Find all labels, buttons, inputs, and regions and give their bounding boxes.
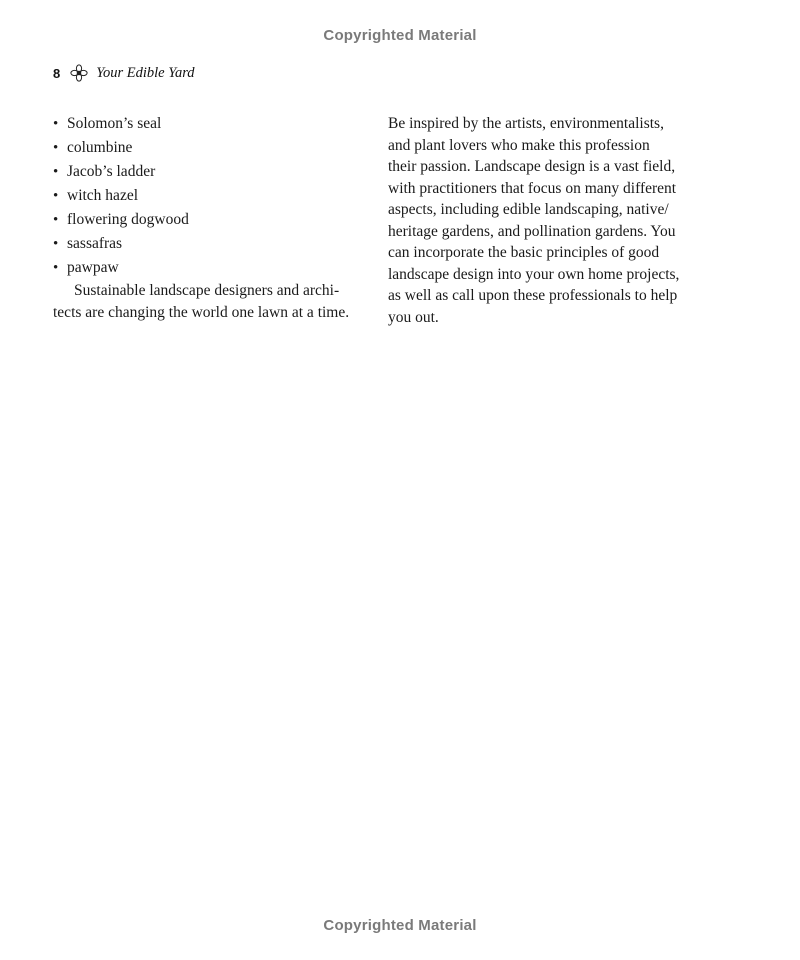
list-item-text: flowering dogwood — [67, 211, 189, 228]
plant-list — [53, 112, 365, 280]
list-item — [53, 136, 365, 160]
page-number: 8 — [53, 65, 61, 81]
copyright-watermark-top: Copyrighted Material — [323, 27, 477, 44]
copyright-watermark-bottom: Copyrighted Material — [323, 917, 477, 934]
paragraph-line: can incorporate the basic principles of good — [388, 244, 660, 261]
body-paragraph-left — [53, 280, 365, 323]
list-item — [53, 160, 365, 184]
paragraph-line: heritage gardens, and pollination gardens. You — [388, 222, 676, 240]
flower-ornament-icon — [70, 64, 88, 82]
running-head — [53, 63, 195, 83]
bullet-icon: • — [53, 260, 59, 276]
bullet-icon: • — [53, 140, 59, 156]
bullet-icon: • — [53, 188, 59, 204]
list-item-text: Jacob’s ladder — [67, 163, 156, 180]
paragraph-line: with practitioners that focus on many different — [388, 179, 677, 197]
list-item — [53, 112, 365, 136]
bullet-icon: • — [53, 164, 59, 180]
paragraph-line: you out. — [388, 308, 439, 326]
list-item — [53, 184, 365, 208]
paragraph-line: their passion. Landscape design is a vast field, — [388, 158, 676, 175]
list-item-text: pawpaw — [67, 259, 119, 276]
list-item — [53, 232, 365, 256]
paragraph-line: Be inspired by the artists, environmentalists, — [388, 115, 664, 132]
paragraph-line: landscape design into your own home projects, — [388, 265, 680, 283]
paragraph-line: and plant lovers who make this profession — [388, 136, 650, 154]
list-item-text: columbine — [67, 139, 133, 156]
bullet-icon: • — [53, 116, 59, 132]
list-item — [53, 256, 365, 280]
paragraph-line: tects are changing the world one lawn at a time. — [53, 303, 350, 321]
list-item-text: sassafras — [67, 235, 123, 252]
paragraph-line: as well as call upon these professionals to help — [388, 287, 678, 304]
book-title: Your Edible Yard — [96, 64, 195, 81]
body-paragraph-right — [388, 113, 703, 328]
list-item-text: Solomon’s seal — [67, 115, 162, 132]
paragraph-line: aspects, including edible landscaping, native/ — [388, 201, 669, 218]
list-item — [53, 208, 365, 232]
bullet-icon: • — [53, 212, 59, 228]
paragraph-line: Sustainable landscape designers and archi- — [74, 282, 340, 299]
bullet-icon: • — [53, 236, 59, 252]
list-item-text: witch hazel — [67, 187, 139, 204]
left-column — [53, 112, 365, 323]
right-column — [388, 113, 703, 328]
